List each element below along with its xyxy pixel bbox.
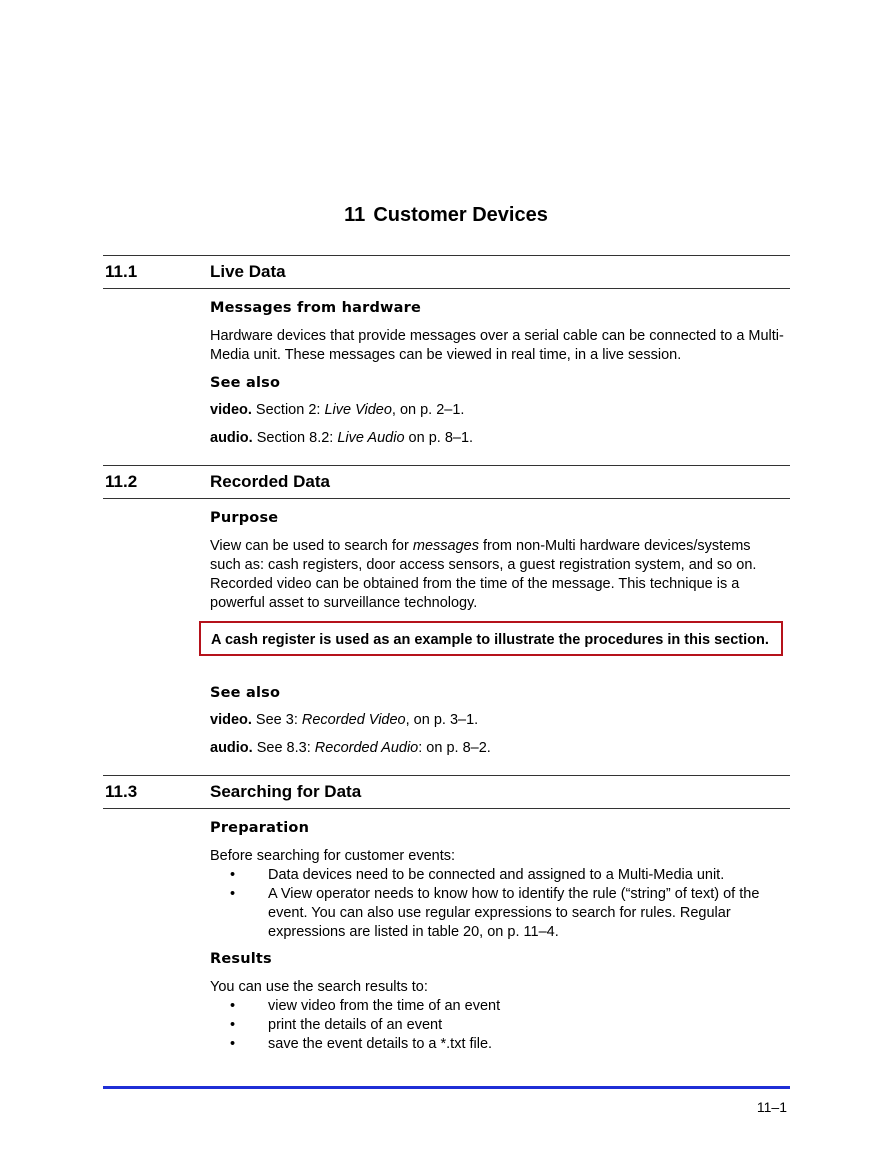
list-item bbox=[210, 866, 785, 885]
paragraph-text-part: View can be used to search for bbox=[210, 538, 413, 554]
list-item-text: save the event details to a *.txt file. bbox=[268, 1036, 493, 1052]
section-title: Searching for Data bbox=[210, 782, 362, 801]
page-number: 11–1 bbox=[756, 1099, 787, 1115]
subheading-preparation: Preparation bbox=[210, 820, 310, 836]
chapter-number: 11 bbox=[344, 204, 366, 226]
reference-label: video. bbox=[210, 402, 252, 418]
paragraph-live-data bbox=[210, 327, 785, 365]
reference-audio bbox=[210, 430, 473, 446]
reference-label: video. bbox=[210, 712, 252, 728]
list-item-text: view video from the time of an event bbox=[268, 998, 501, 1014]
list-item-text: print the details of an event bbox=[268, 1017, 443, 1033]
section-number: 11.1 bbox=[105, 262, 138, 281]
list-item bbox=[210, 885, 785, 942]
results-block bbox=[210, 978, 785, 1054]
reference-text: on p. 8–1. bbox=[404, 430, 474, 446]
paragraph-text: Hardware devices that provide messages over a serial cable can be connected to a Multi-Media unit. These messages can be viewed in real time, in a live session. bbox=[210, 328, 784, 363]
paragraph-emphasis: messages bbox=[412, 538, 479, 554]
reference-audio bbox=[210, 740, 491, 756]
reference-label: audio. bbox=[210, 430, 253, 446]
reference-text: Section 2: bbox=[251, 402, 325, 418]
subheading-see-also: See also bbox=[210, 375, 281, 391]
paragraph-text-part: from non-Multi hardware devices/systems such as: cash registers, door access sensors, a guest registration system, and so on. Recorded video can be obtained from the time of the message. This technique is a powerful asset to surveillance technology. bbox=[210, 538, 757, 611]
bullet-icon: • bbox=[230, 1036, 236, 1052]
list-item-text: A View operator needs to know how to identify the rule (“string” of text) of the event. You can also use regular expressions to search for rules. Regular expressions are listed in table 20, on p. 11–4. bbox=[268, 886, 760, 940]
section-header-11-3 bbox=[103, 775, 790, 809]
subheading-messages-from-hardware: Messages from hardware bbox=[210, 300, 421, 316]
subheading-purpose: Purpose bbox=[210, 510, 279, 526]
section-header-11-2 bbox=[103, 465, 790, 499]
reference-link[interactable]: Recorded Audio bbox=[314, 740, 419, 756]
section-number: 11.3 bbox=[105, 782, 138, 801]
list-item bbox=[210, 1035, 785, 1054]
list-item-text: Data devices need to be connected and assigned to a Multi-Media unit. bbox=[268, 867, 725, 883]
chapter-title-text: Customer Devices bbox=[373, 204, 548, 226]
reference-text: Section 8.2: bbox=[252, 430, 338, 446]
reference-link[interactable]: Live Audio bbox=[337, 430, 405, 446]
footer-rule bbox=[103, 1086, 790, 1089]
reference-video bbox=[210, 402, 464, 418]
reference-label: audio. bbox=[210, 740, 253, 756]
reference-text: See 3: bbox=[251, 712, 302, 728]
chapter-title bbox=[0, 204, 892, 227]
paragraph-text bbox=[210, 537, 785, 613]
bullet-icon: • bbox=[230, 886, 236, 902]
reference-video bbox=[210, 712, 478, 728]
list-item bbox=[210, 1016, 785, 1035]
reference-link[interactable]: Recorded Video bbox=[301, 712, 406, 728]
subheading-see-also: See also bbox=[210, 685, 281, 701]
results-list bbox=[210, 997, 785, 1054]
section-title: Live Data bbox=[210, 262, 286, 281]
reference-link[interactable]: Live Video bbox=[324, 402, 392, 418]
preparation-block bbox=[210, 847, 785, 942]
bullet-icon: • bbox=[230, 867, 236, 883]
list-item bbox=[210, 997, 785, 1016]
subheading-results: Results bbox=[210, 951, 272, 967]
preparation-list bbox=[210, 866, 785, 942]
paragraph-purpose bbox=[210, 537, 785, 613]
bullet-icon: • bbox=[230, 1017, 236, 1033]
reference-text: : on p. 8–2. bbox=[418, 740, 491, 756]
reference-text: See 8.3: bbox=[252, 740, 315, 756]
results-intro: You can use the search results to: bbox=[210, 979, 428, 995]
preparation-intro: Before searching for customer events: bbox=[210, 848, 456, 864]
section-header-11-1 bbox=[103, 255, 790, 289]
section-title: Recorded Data bbox=[210, 472, 330, 491]
reference-text: , on p. 2–1. bbox=[391, 402, 465, 418]
callout-note: A cash register is used as an example to illustrate the procedures in this section. bbox=[199, 621, 783, 656]
bullet-icon: • bbox=[230, 998, 236, 1014]
section-number: 11.2 bbox=[105, 472, 138, 491]
reference-text: , on p. 3–1. bbox=[405, 712, 479, 728]
